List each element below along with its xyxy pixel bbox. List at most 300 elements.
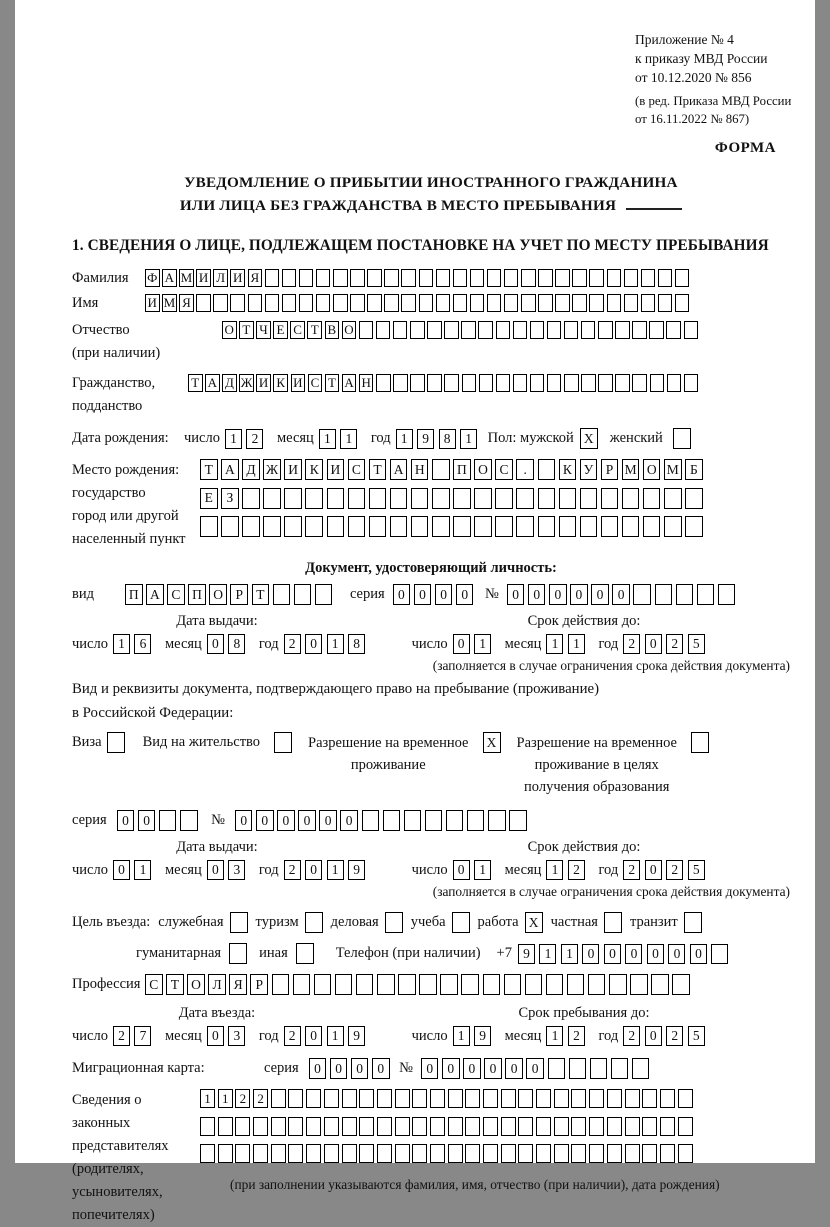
char-cell[interactable] <box>518 1144 533 1163</box>
char-cell[interactable] <box>521 269 536 287</box>
char-cell[interactable] <box>684 374 699 392</box>
char-cell[interactable]: К <box>305 459 323 480</box>
char-cell[interactable] <box>412 1089 427 1108</box>
char-cell[interactable] <box>376 321 391 339</box>
char-cell[interactable] <box>678 1144 693 1163</box>
char-cell[interactable] <box>395 1089 410 1108</box>
char-cell[interactable] <box>504 974 522 995</box>
char-cell[interactable] <box>624 269 639 287</box>
char-cell[interactable] <box>377 974 395 995</box>
char-cell[interactable] <box>474 488 492 509</box>
char-cell[interactable]: 1 <box>113 634 130 654</box>
char-cell[interactable] <box>538 294 553 312</box>
char-cell[interactable] <box>548 1058 566 1079</box>
char-cell[interactable]: А <box>390 459 408 480</box>
char-cell[interactable] <box>294 584 312 605</box>
char-cell[interactable] <box>660 1089 675 1108</box>
char-cell[interactable] <box>632 321 647 339</box>
char-cell[interactable] <box>432 459 450 480</box>
char-cell[interactable] <box>598 321 613 339</box>
char-cell[interactable]: И <box>327 459 345 480</box>
char-cell[interactable] <box>282 294 297 312</box>
char-cell[interactable]: 1 <box>319 429 336 449</box>
char-cell[interactable]: 1 <box>546 860 563 880</box>
char-cell[interactable] <box>642 1089 657 1108</box>
char-cell[interactable] <box>180 810 198 831</box>
char-cell[interactable] <box>293 974 311 995</box>
char-cell[interactable]: А <box>146 584 164 605</box>
char-cell[interactable]: С <box>348 459 366 480</box>
char-cell[interactable]: 0 <box>305 1026 322 1046</box>
char-cell[interactable]: У <box>580 459 598 480</box>
char-cell[interactable]: 0 <box>647 944 664 964</box>
char-cell[interactable] <box>401 294 416 312</box>
char-cell[interactable]: Р <box>230 584 248 605</box>
char-cell[interactable]: Т <box>369 459 387 480</box>
char-cell[interactable] <box>590 1058 608 1079</box>
char-cell[interactable]: Д <box>242 459 260 480</box>
char-cell[interactable]: И <box>284 459 302 480</box>
char-cell[interactable]: А <box>162 269 177 287</box>
char-cell[interactable] <box>581 321 596 339</box>
char-cell[interactable] <box>547 321 562 339</box>
char-cell[interactable]: С <box>290 321 305 339</box>
char-cell[interactable]: 1 <box>200 1089 215 1108</box>
char-cell[interactable] <box>530 321 545 339</box>
char-cell[interactable] <box>530 374 545 392</box>
char-cell[interactable] <box>200 1117 215 1136</box>
char-cell[interactable]: 2 <box>284 1026 301 1046</box>
char-cell[interactable] <box>395 1144 410 1163</box>
char-cell[interactable] <box>501 1117 516 1136</box>
char-cell[interactable] <box>641 294 656 312</box>
char-cell[interactable]: 1 <box>134 860 151 880</box>
char-cell[interactable]: 7 <box>134 1026 151 1046</box>
char-cell[interactable]: С <box>167 584 185 605</box>
char-cell[interactable] <box>564 321 579 339</box>
char-cell[interactable] <box>452 912 470 933</box>
char-cell[interactable] <box>673 428 691 449</box>
char-cell[interactable] <box>487 269 502 287</box>
char-cell[interactable] <box>474 516 492 537</box>
char-cell[interactable]: П <box>125 584 143 605</box>
char-cell[interactable]: 0 <box>453 634 470 654</box>
char-cell[interactable] <box>213 294 228 312</box>
char-cell[interactable] <box>316 294 331 312</box>
char-cell[interactable]: 0 <box>591 584 609 605</box>
char-cell[interactable] <box>675 294 690 312</box>
char-cell[interactable]: Т <box>200 459 218 480</box>
char-cell[interactable] <box>567 974 585 995</box>
char-cell[interactable] <box>625 1089 640 1108</box>
char-cell[interactable]: И <box>196 269 211 287</box>
char-cell[interactable]: И <box>291 374 306 392</box>
char-cell[interactable] <box>284 516 302 537</box>
char-cell[interactable] <box>538 516 556 537</box>
char-cell[interactable]: 0 <box>305 634 322 654</box>
char-cell[interactable] <box>607 1089 622 1108</box>
char-cell[interactable] <box>650 374 665 392</box>
char-cell[interactable] <box>658 294 673 312</box>
char-cell[interactable] <box>697 584 715 605</box>
char-cell[interactable]: 0 <box>645 860 662 880</box>
char-cell[interactable]: 0 <box>309 1058 327 1079</box>
char-cell[interactable]: X <box>483 732 501 753</box>
char-cell[interactable] <box>555 269 570 287</box>
char-cell[interactable] <box>554 1117 569 1136</box>
char-cell[interactable] <box>235 1117 250 1136</box>
char-cell[interactable]: Р <box>601 459 619 480</box>
char-cell[interactable] <box>242 516 260 537</box>
char-cell[interactable]: 1 <box>218 1089 233 1108</box>
char-cell[interactable]: Я <box>229 974 247 995</box>
char-cell[interactable]: П <box>453 459 471 480</box>
char-cell[interactable] <box>377 1117 392 1136</box>
char-cell[interactable] <box>196 294 211 312</box>
char-cell[interactable]: . <box>516 459 534 480</box>
char-cell[interactable]: 0 <box>549 584 567 605</box>
char-cell[interactable] <box>462 374 477 392</box>
char-cell[interactable] <box>253 1117 268 1136</box>
char-cell[interactable] <box>359 1117 374 1136</box>
char-cell[interactable]: И <box>145 294 160 312</box>
char-cell[interactable] <box>658 269 673 287</box>
char-cell[interactable]: 3 <box>228 860 245 880</box>
char-cell[interactable] <box>504 269 519 287</box>
char-cell[interactable] <box>299 269 314 287</box>
char-cell[interactable] <box>470 294 485 312</box>
char-cell[interactable] <box>601 516 619 537</box>
char-cell[interactable]: 1 <box>225 429 242 449</box>
char-cell[interactable] <box>324 1144 339 1163</box>
char-cell[interactable]: 8 <box>439 429 456 449</box>
char-cell[interactable] <box>633 584 651 605</box>
char-cell[interactable]: 9 <box>348 860 365 880</box>
char-cell[interactable]: 2 <box>623 634 640 654</box>
char-cell[interactable] <box>427 321 442 339</box>
char-cell[interactable] <box>376 374 391 392</box>
char-cell[interactable]: Д <box>222 374 237 392</box>
char-cell[interactable]: 0 <box>484 1058 502 1079</box>
char-cell[interactable]: М <box>180 270 193 285</box>
char-cell[interactable] <box>569 1058 587 1079</box>
char-cell[interactable]: А <box>221 459 239 480</box>
char-cell[interactable] <box>453 294 468 312</box>
char-cell[interactable]: Е <box>273 321 288 339</box>
char-cell[interactable] <box>446 810 464 831</box>
char-cell[interactable]: Т <box>239 321 254 339</box>
char-cell[interactable] <box>496 374 511 392</box>
char-cell[interactable] <box>554 1089 569 1108</box>
char-cell[interactable]: О <box>222 321 237 339</box>
char-cell[interactable]: 1 <box>396 429 413 449</box>
char-cell[interactable] <box>684 321 699 339</box>
char-cell[interactable] <box>411 488 429 509</box>
char-cell[interactable]: 0 <box>319 810 337 831</box>
char-cell[interactable] <box>461 974 479 995</box>
char-cell[interactable] <box>625 1144 640 1163</box>
char-cell[interactable] <box>642 1117 657 1136</box>
char-cell[interactable] <box>607 1144 622 1163</box>
char-cell[interactable] <box>271 1089 286 1108</box>
char-cell[interactable] <box>395 1117 410 1136</box>
char-cell[interactable]: 9 <box>518 944 535 964</box>
char-cell[interactable] <box>572 294 587 312</box>
char-cell[interactable] <box>564 374 579 392</box>
char-cell[interactable] <box>412 1117 427 1136</box>
char-cell[interactable]: Л <box>208 974 226 995</box>
char-cell[interactable]: 8 <box>348 634 365 654</box>
char-cell[interactable] <box>622 488 640 509</box>
char-cell[interactable] <box>288 1089 303 1108</box>
char-cell[interactable] <box>263 488 281 509</box>
char-cell[interactable]: 2 <box>253 1089 268 1108</box>
char-cell[interactable] <box>483 1089 498 1108</box>
char-cell[interactable]: 2 <box>623 1026 640 1046</box>
char-cell[interactable]: С <box>145 974 163 995</box>
char-cell[interactable] <box>642 1144 657 1163</box>
char-cell[interactable]: С <box>495 459 513 480</box>
char-cell[interactable] <box>430 1144 445 1163</box>
char-cell[interactable] <box>589 269 604 287</box>
char-cell[interactable]: Ж <box>240 375 253 390</box>
char-cell[interactable]: Л <box>213 269 228 287</box>
char-cell[interactable]: 0 <box>582 944 599 964</box>
char-cell[interactable] <box>296 943 314 964</box>
char-cell[interactable]: 2 <box>246 429 263 449</box>
char-cell[interactable]: А <box>205 374 220 392</box>
char-cell[interactable]: 0 <box>604 944 621 964</box>
char-cell[interactable]: Ф <box>145 269 160 287</box>
char-cell[interactable] <box>384 294 399 312</box>
char-cell[interactable]: 2 <box>623 860 640 880</box>
char-cell[interactable] <box>412 1144 427 1163</box>
char-cell[interactable] <box>643 516 661 537</box>
char-cell[interactable] <box>385 912 403 933</box>
char-cell[interactable] <box>288 1144 303 1163</box>
char-cell[interactable]: 0 <box>340 810 358 831</box>
char-cell[interactable]: Я <box>179 294 194 312</box>
char-cell[interactable]: Н <box>411 459 429 480</box>
char-cell[interactable] <box>235 1144 250 1163</box>
char-cell[interactable] <box>453 516 471 537</box>
char-cell[interactable]: К <box>559 459 577 480</box>
char-cell[interactable] <box>273 584 291 605</box>
char-cell[interactable] <box>660 1144 675 1163</box>
char-cell[interactable] <box>651 974 669 995</box>
char-cell[interactable]: И <box>256 374 271 392</box>
char-cell[interactable] <box>547 374 562 392</box>
char-cell[interactable] <box>230 912 248 933</box>
char-cell[interactable]: 0 <box>207 860 224 880</box>
char-cell[interactable] <box>488 810 506 831</box>
char-cell[interactable] <box>572 269 587 287</box>
char-cell[interactable]: С <box>308 374 323 392</box>
char-cell[interactable] <box>546 974 564 995</box>
char-cell[interactable] <box>444 374 459 392</box>
char-cell[interactable]: 1 <box>561 944 578 964</box>
char-cell[interactable] <box>350 269 365 287</box>
char-cell[interactable] <box>390 516 408 537</box>
char-cell[interactable]: 1 <box>327 860 344 880</box>
char-cell[interactable]: 1 <box>568 634 585 654</box>
char-cell[interactable] <box>607 294 622 312</box>
char-cell[interactable] <box>305 516 323 537</box>
char-cell[interactable]: А <box>342 374 357 392</box>
char-cell[interactable] <box>419 974 437 995</box>
char-cell[interactable] <box>107 732 125 753</box>
char-cell[interactable] <box>398 974 416 995</box>
char-cell[interactable] <box>649 321 664 339</box>
char-cell[interactable] <box>609 974 627 995</box>
char-cell[interactable] <box>306 1089 321 1108</box>
char-cell[interactable] <box>509 810 527 831</box>
char-cell[interactable]: 0 <box>277 810 295 831</box>
char-cell[interactable]: 0 <box>138 810 156 831</box>
char-cell[interactable]: О <box>187 974 205 995</box>
char-cell[interactable] <box>589 1089 604 1108</box>
char-cell[interactable] <box>513 321 528 339</box>
char-cell[interactable] <box>604 912 622 933</box>
char-cell[interactable]: Т <box>252 584 270 605</box>
char-cell[interactable]: 1 <box>460 429 477 449</box>
char-cell[interactable]: 9 <box>474 1026 491 1046</box>
char-cell[interactable]: О <box>342 321 357 339</box>
char-cell[interactable]: 0 <box>456 584 474 605</box>
char-cell[interactable] <box>367 294 382 312</box>
char-cell[interactable] <box>581 374 596 392</box>
char-cell[interactable] <box>282 269 297 287</box>
char-cell[interactable]: 0 <box>207 1026 224 1046</box>
char-cell[interactable]: Ч <box>256 321 271 339</box>
char-cell[interactable] <box>377 1089 392 1108</box>
char-cell[interactable] <box>315 584 333 605</box>
char-cell[interactable] <box>580 488 598 509</box>
char-cell[interactable] <box>483 974 501 995</box>
char-cell[interactable] <box>342 1117 357 1136</box>
char-cell[interactable] <box>555 294 570 312</box>
char-cell[interactable] <box>444 321 459 339</box>
char-cell[interactable]: 6 <box>134 634 151 654</box>
char-cell[interactable] <box>536 1144 551 1163</box>
char-cell[interactable]: М <box>664 459 682 480</box>
char-cell[interactable]: 0 <box>453 860 470 880</box>
char-cell[interactable] <box>271 1144 286 1163</box>
char-cell[interactable] <box>611 1058 629 1079</box>
char-cell[interactable] <box>410 321 425 339</box>
char-cell[interactable]: 1 <box>474 860 491 880</box>
char-cell[interactable] <box>393 374 408 392</box>
char-cell[interactable] <box>483 1117 498 1136</box>
char-cell[interactable] <box>589 1117 604 1136</box>
char-cell[interactable] <box>675 269 690 287</box>
char-cell[interactable] <box>242 488 260 509</box>
char-cell[interactable] <box>430 1117 445 1136</box>
char-cell[interactable]: О <box>209 584 227 605</box>
char-cell[interactable] <box>495 488 513 509</box>
char-cell[interactable]: М <box>163 295 176 310</box>
char-cell[interactable] <box>589 294 604 312</box>
char-cell[interactable] <box>436 294 451 312</box>
char-cell[interactable] <box>525 974 543 995</box>
char-cell[interactable] <box>538 488 556 509</box>
char-cell[interactable] <box>335 974 353 995</box>
char-cell[interactable] <box>306 1117 321 1136</box>
char-cell[interactable]: З <box>221 488 239 509</box>
char-cell[interactable] <box>200 1144 215 1163</box>
char-cell[interactable] <box>483 1144 498 1163</box>
char-cell[interactable]: И <box>230 269 245 287</box>
char-cell[interactable] <box>324 1089 339 1108</box>
char-cell[interactable]: В <box>325 321 340 339</box>
char-cell[interactable] <box>518 1089 533 1108</box>
char-cell[interactable] <box>200 516 218 537</box>
char-cell[interactable]: 0 <box>442 1058 460 1079</box>
char-cell[interactable]: 2 <box>113 1026 130 1046</box>
char-cell[interactable] <box>369 488 387 509</box>
char-cell[interactable] <box>411 516 429 537</box>
char-cell[interactable]: 1 <box>327 1026 344 1046</box>
char-cell[interactable]: 5 <box>688 634 705 654</box>
char-cell[interactable] <box>383 810 401 831</box>
char-cell[interactable]: П <box>188 584 206 605</box>
char-cell[interactable] <box>660 1117 675 1136</box>
char-cell[interactable] <box>664 516 682 537</box>
char-cell[interactable]: 3 <box>228 1026 245 1046</box>
char-cell[interactable] <box>327 488 345 509</box>
char-cell[interactable] <box>571 1144 586 1163</box>
char-cell[interactable] <box>369 516 387 537</box>
char-cell[interactable] <box>487 294 502 312</box>
char-cell[interactable]: 1 <box>546 1026 563 1046</box>
char-cell[interactable] <box>284 488 302 509</box>
char-cell[interactable]: 0 <box>421 1058 439 1079</box>
char-cell[interactable] <box>685 516 703 537</box>
char-cell[interactable] <box>448 1117 463 1136</box>
char-cell[interactable] <box>271 1117 286 1136</box>
char-cell[interactable]: 8 <box>228 634 245 654</box>
char-cell[interactable] <box>221 516 239 537</box>
char-cell[interactable] <box>263 516 281 537</box>
char-cell[interactable]: 0 <box>256 810 274 831</box>
char-cell[interactable] <box>465 1089 480 1108</box>
char-cell[interactable]: О <box>474 459 492 480</box>
char-cell[interactable] <box>538 459 556 480</box>
char-cell[interactable] <box>348 516 366 537</box>
char-cell[interactable] <box>333 294 348 312</box>
char-cell[interactable]: X <box>525 912 543 933</box>
char-cell[interactable] <box>218 1117 233 1136</box>
char-cell[interactable]: 0 <box>625 944 642 964</box>
char-cell[interactable]: 0 <box>690 944 707 964</box>
char-cell[interactable] <box>479 374 494 392</box>
char-cell[interactable] <box>305 912 323 933</box>
char-cell[interactable] <box>384 269 399 287</box>
char-cell[interactable] <box>432 516 450 537</box>
char-cell[interactable] <box>625 1117 640 1136</box>
char-cell[interactable]: О <box>643 459 661 480</box>
char-cell[interactable] <box>554 1144 569 1163</box>
char-cell[interactable] <box>265 269 280 287</box>
char-cell[interactable]: 0 <box>505 1058 523 1079</box>
char-cell[interactable]: 0 <box>351 1058 369 1079</box>
char-cell[interactable] <box>607 269 622 287</box>
char-cell[interactable]: 2 <box>235 1089 250 1108</box>
char-cell[interactable] <box>427 374 442 392</box>
char-cell[interactable] <box>299 294 314 312</box>
char-cell[interactable] <box>615 374 630 392</box>
char-cell[interactable]: 0 <box>463 1058 481 1079</box>
